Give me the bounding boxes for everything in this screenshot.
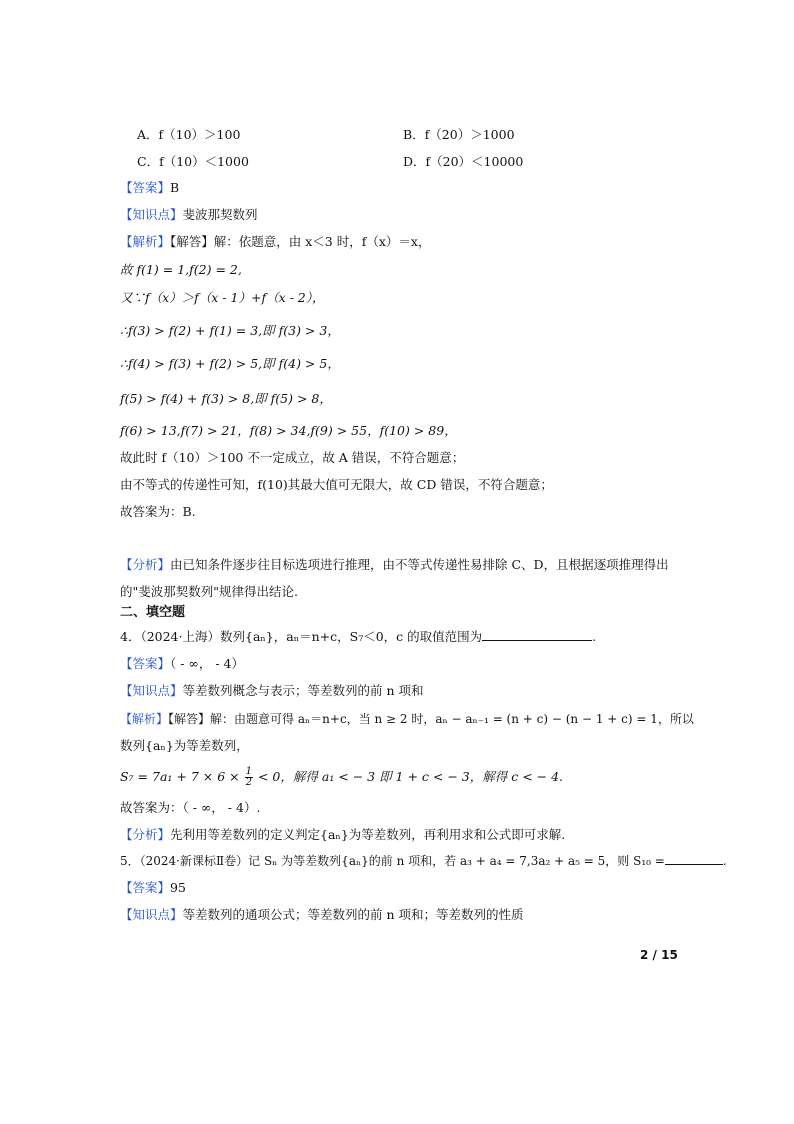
- q3-analysis-line-5: ∴f(4) > f(3) + f(2) > 5,即 f(4) > 5，: [120, 356, 340, 371]
- option-d: D．f（20）＜10000: [403, 154, 524, 169]
- q4-fenxi-line: [120, 826, 565, 844]
- answer-tag: 【答案】: [120, 656, 171, 671]
- q4-fenxi: 先利用等差数列的定义判定{aₙ}为等差数列，再利用求和公式即可求解.: [170, 827, 566, 842]
- q3-analysis-line-4: ∴f(3) > f(2) + f(1) = 3,即 f(3) > 3，: [120, 323, 340, 338]
- q5-answer-blank: [665, 852, 723, 865]
- q3-answer: B: [170, 180, 180, 195]
- page-number: 2 / 15: [640, 948, 678, 962]
- answer-tag: 【答案】: [120, 180, 171, 195]
- q4-answer-line: [120, 655, 244, 673]
- fraction-one-half: [245, 767, 253, 788]
- option-b: B．f（20）＞1000: [403, 127, 515, 142]
- option-c: C．f（10）＜1000: [137, 154, 249, 169]
- q5-stem-line: [120, 852, 727, 870]
- q4-analysis-line-4: 故答案为：（ - ∞， - 4）.: [120, 800, 261, 815]
- knowledge-tag: 【知识点】: [120, 683, 183, 698]
- frac-denominator: 2: [245, 777, 252, 788]
- q3-fenxi-line-2: 的"斐波那契数列"规律得出结论.: [120, 584, 298, 599]
- q4-stem-end: .: [592, 629, 597, 644]
- fenxi-tag: 【分析】: [120, 557, 171, 572]
- q4-knowledge-line: [120, 682, 424, 700]
- q3-analysis-line-6: f(5) > f(4) + f(3) > 8,即 f(5) > 8，: [120, 391, 332, 406]
- section-title: 二、填空题: [120, 605, 186, 620]
- q4-answer-blank: [482, 628, 592, 641]
- answer-tag: 【答案】: [120, 880, 171, 895]
- q3-analysis-line-9: 由不等式的传递性可知，f(10)其最大值可无限大，故 CD 错误，不符合题意；: [120, 477, 553, 492]
- q3-answer-line: [120, 179, 179, 197]
- q4-analysis-line-3: [120, 767, 563, 788]
- knowledge-tag: 【知识点】: [120, 907, 183, 922]
- q3-analysis-line-8: 故此时 f（10）＞100 不一定成立，故 A 错误，不符合题意；: [120, 450, 465, 465]
- q3-analysis-line-3: 又∵f（x）＞f（x - 1）+f（x - 2），: [120, 290, 325, 305]
- q3-fenxi-line-1: [120, 556, 669, 574]
- q3-knowledge: 斐波那契数列: [182, 207, 258, 222]
- q5-stem-end: .: [722, 854, 727, 868]
- frac-numerator: 1: [245, 766, 252, 777]
- q3-analysis-line-10: 故答案为：B.: [120, 504, 196, 519]
- q3-analysis-line-2: 故 f(1) = 1,f(2) = 2,: [120, 262, 242, 277]
- fenxi-tag: 【分析】: [120, 827, 171, 842]
- q3-analysis-line-1: [120, 233, 430, 251]
- q4-analysis-line-1: [120, 710, 694, 728]
- q3-analysis-line-7: f(6) > 13,f(7) > 21，f(8) > 34,f(9) > 55，f(10) > 89，: [120, 423, 457, 438]
- q5-answer-line: [120, 879, 186, 897]
- q4-analysis-text-3b: < 0，解得 a₁ < − 3 即 1 + c < − 3，解得 c < − 4.: [257, 769, 564, 784]
- q4-analysis-text-3a: S₇ = 7a₁ + 7 × 6 ×: [120, 769, 240, 784]
- knowledge-tag: 【知识点】: [120, 207, 183, 222]
- q5-knowledge: 等差数列的通项公式；等差数列的前 n 项和；等差数列的性质: [182, 907, 524, 922]
- q4-stem-line: [120, 628, 596, 646]
- analysis-tag: 【解析】: [120, 712, 169, 726]
- q3-fenxi-text-0: 由已知条件逐步往目标选项进行推理，由不等式传递性易排除 C、D，且根据逐项推理得出: [170, 557, 669, 572]
- analysis-tag: 【解析】: [120, 234, 171, 249]
- q5-knowledge-line: [120, 906, 524, 924]
- q4-analysis-line-2: 数列{aₙ}为等差数列，: [120, 738, 249, 753]
- q4-stem: 4．（2024·上海）数列{aₙ}，aₙ＝n+c，S₇＜0，c 的取值范围为: [120, 629, 483, 644]
- q5-answer: 95: [170, 880, 186, 895]
- q3-analysis-text-0: 【解答】解：依题意，由 x＜3 时，f（x）＝x，: [170, 234, 431, 249]
- q3-knowledge-line: [120, 206, 258, 224]
- option-a: A．f（10）＞100: [137, 127, 241, 142]
- q5-stem: 5．（2024·新课标Ⅱ卷）记 Sₙ 为等差数列{aₙ}的前 n 项和，若 a₃ + a₄ = 7,3a₂ + a₅ = 5，则 S₁₀ =: [120, 854, 665, 868]
- q4-analysis-text-1: 【解答】解：由题意可得 aₙ＝n+c，当 n ≥ 2 时，aₙ − aₙ₋₁ = (n + c) − (n − 1 + c) = 1，所以: [168, 712, 694, 726]
- q4-answer: （ - ∞， - 4）: [170, 656, 244, 671]
- q4-knowledge: 等差数列概念与表示；等差数列的前 n 项和: [182, 683, 424, 698]
